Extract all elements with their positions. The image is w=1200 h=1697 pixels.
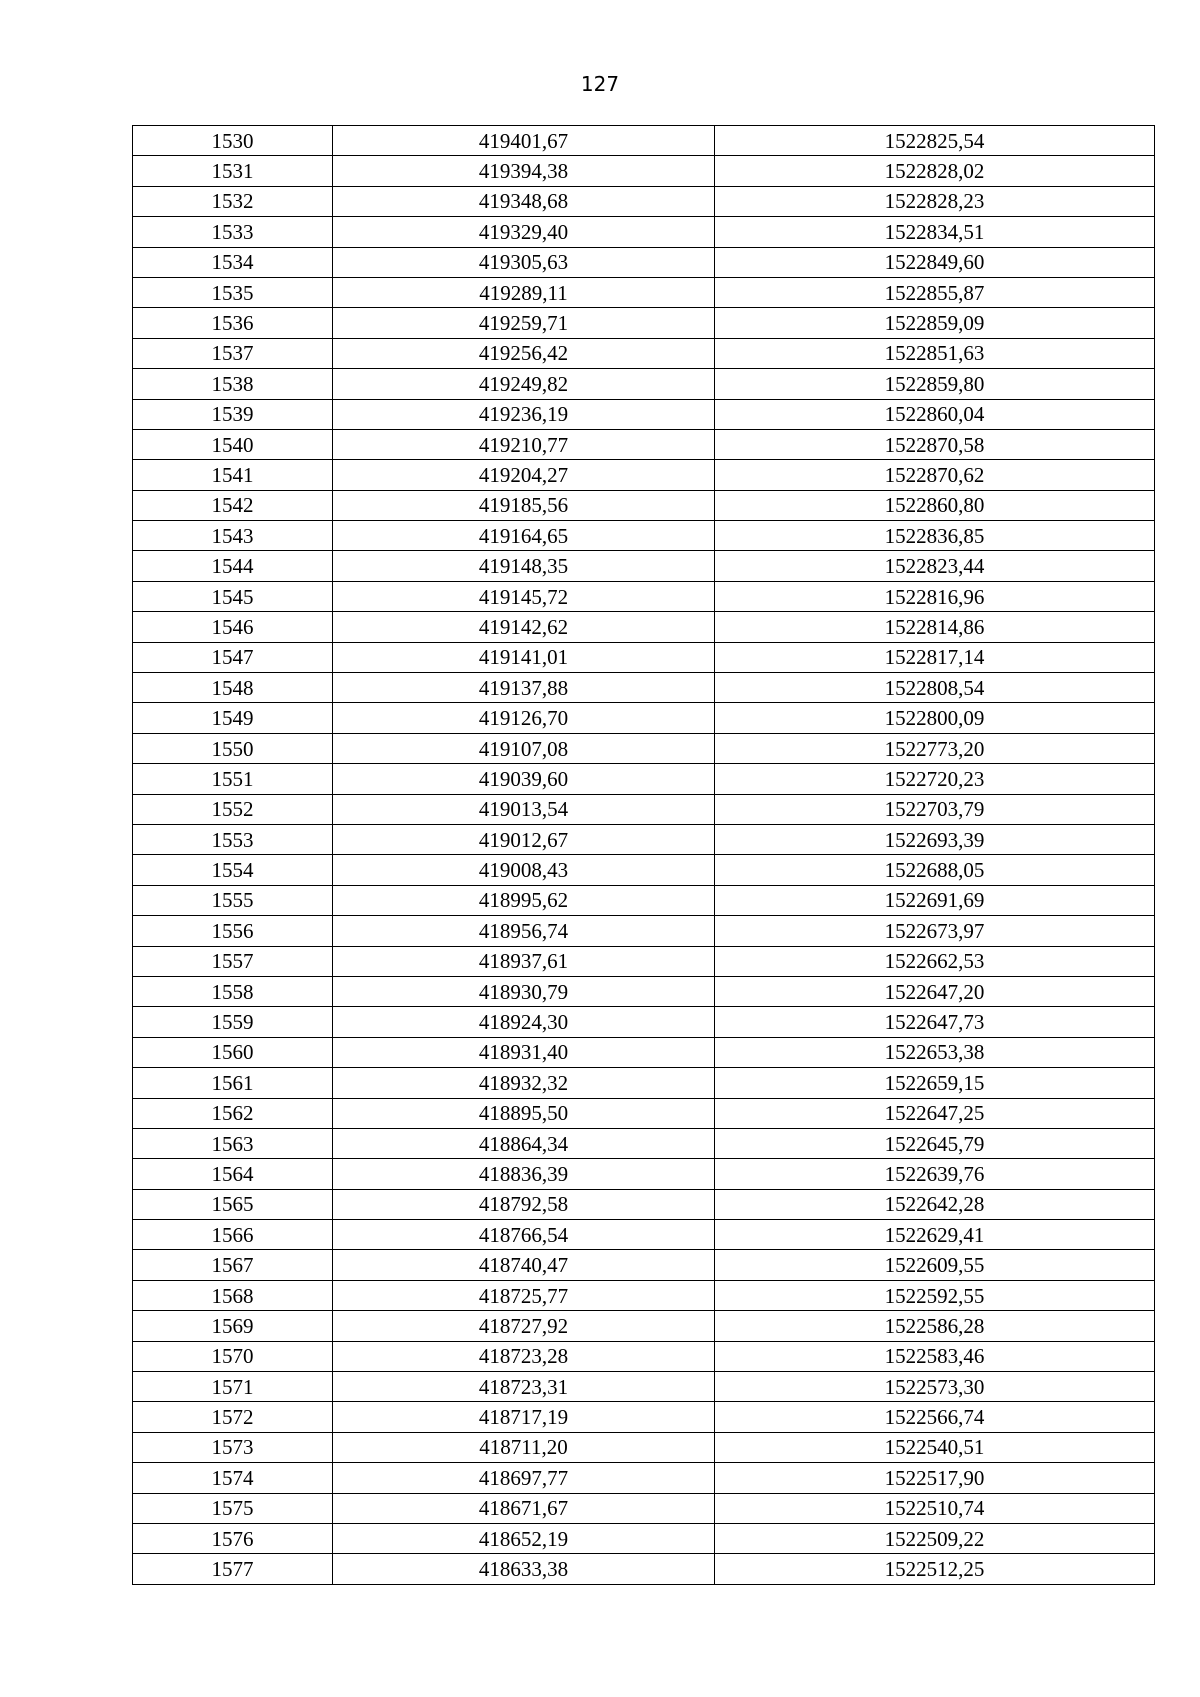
point-number-cell: 1575 bbox=[133, 1493, 333, 1523]
y-coordinate-cell: 1522510,74 bbox=[715, 1493, 1155, 1523]
point-number-cell: 1531 bbox=[133, 156, 333, 186]
table-row bbox=[133, 217, 1155, 247]
point-number-cell: 1570 bbox=[133, 1341, 333, 1371]
y-coordinate-cell: 1522851,63 bbox=[715, 338, 1155, 368]
table-row bbox=[133, 1311, 1155, 1341]
y-coordinate-cell: 1522693,39 bbox=[715, 824, 1155, 854]
y-coordinate-cell: 1522659,15 bbox=[715, 1068, 1155, 1098]
point-number-cell: 1549 bbox=[133, 703, 333, 733]
y-coordinate-cell: 1522647,25 bbox=[715, 1098, 1155, 1128]
y-coordinate-cell: 1522828,02 bbox=[715, 156, 1155, 186]
y-coordinate-cell: 1522653,38 bbox=[715, 1037, 1155, 1067]
table-row bbox=[133, 490, 1155, 520]
x-coordinate-cell: 419148,35 bbox=[333, 551, 715, 581]
page-number: 127 bbox=[580, 72, 620, 96]
x-coordinate-cell: 419164,65 bbox=[333, 521, 715, 551]
y-coordinate-cell: 1522645,79 bbox=[715, 1128, 1155, 1158]
point-number-cell: 1543 bbox=[133, 521, 333, 551]
y-coordinate-cell: 1522586,28 bbox=[715, 1311, 1155, 1341]
x-coordinate-cell: 418956,74 bbox=[333, 916, 715, 946]
y-coordinate-cell: 1522573,30 bbox=[715, 1372, 1155, 1402]
x-coordinate-cell: 419126,70 bbox=[333, 703, 715, 733]
table-row bbox=[133, 733, 1155, 763]
y-coordinate-cell: 1522859,80 bbox=[715, 369, 1155, 399]
table-row bbox=[133, 156, 1155, 186]
point-number-cell: 1534 bbox=[133, 247, 333, 277]
y-coordinate-cell: 1522720,23 bbox=[715, 764, 1155, 794]
point-number-cell: 1561 bbox=[133, 1068, 333, 1098]
x-coordinate-cell: 418652,19 bbox=[333, 1523, 715, 1553]
y-coordinate-cell: 1522870,62 bbox=[715, 460, 1155, 490]
table-row bbox=[133, 1220, 1155, 1250]
point-number-cell: 1541 bbox=[133, 460, 333, 490]
point-number-cell: 1560 bbox=[133, 1037, 333, 1067]
table-row bbox=[133, 1493, 1155, 1523]
point-number-cell: 1558 bbox=[133, 976, 333, 1006]
y-coordinate-cell: 1522836,85 bbox=[715, 521, 1155, 551]
table-row bbox=[133, 673, 1155, 703]
table-row bbox=[133, 126, 1155, 156]
point-number-cell: 1556 bbox=[133, 916, 333, 946]
table-row bbox=[133, 277, 1155, 307]
table-row bbox=[133, 1372, 1155, 1402]
x-coordinate-cell: 419348,68 bbox=[333, 186, 715, 216]
table-row bbox=[133, 186, 1155, 216]
y-coordinate-cell: 1522808,54 bbox=[715, 673, 1155, 703]
y-coordinate-cell: 1522691,69 bbox=[715, 885, 1155, 915]
point-number-cell: 1572 bbox=[133, 1402, 333, 1432]
x-coordinate-cell: 418671,67 bbox=[333, 1493, 715, 1523]
point-number-cell: 1545 bbox=[133, 581, 333, 611]
point-number-cell: 1567 bbox=[133, 1250, 333, 1280]
table-row bbox=[133, 1341, 1155, 1371]
x-coordinate-cell: 419137,88 bbox=[333, 673, 715, 703]
table-row bbox=[133, 612, 1155, 642]
y-coordinate-cell: 1522673,97 bbox=[715, 916, 1155, 946]
x-coordinate-cell: 418924,30 bbox=[333, 1007, 715, 1037]
point-number-cell: 1573 bbox=[133, 1432, 333, 1462]
y-coordinate-cell: 1522512,25 bbox=[715, 1554, 1155, 1584]
point-number-cell: 1533 bbox=[133, 217, 333, 247]
y-coordinate-cell: 1522860,04 bbox=[715, 399, 1155, 429]
x-coordinate-cell: 419142,62 bbox=[333, 612, 715, 642]
y-coordinate-cell: 1522870,58 bbox=[715, 429, 1155, 459]
table-row bbox=[133, 946, 1155, 976]
y-coordinate-cell: 1522860,80 bbox=[715, 490, 1155, 520]
x-coordinate-cell: 419236,19 bbox=[333, 399, 715, 429]
x-coordinate-cell: 419039,60 bbox=[333, 764, 715, 794]
x-coordinate-cell: 418836,39 bbox=[333, 1159, 715, 1189]
x-coordinate-cell: 419289,11 bbox=[333, 277, 715, 307]
point-number-cell: 1554 bbox=[133, 855, 333, 885]
y-coordinate-cell: 1522855,87 bbox=[715, 277, 1155, 307]
point-number-cell: 1538 bbox=[133, 369, 333, 399]
x-coordinate-cell: 419185,56 bbox=[333, 490, 715, 520]
y-coordinate-cell: 1522814,86 bbox=[715, 612, 1155, 642]
table-row bbox=[133, 1189, 1155, 1219]
point-number-cell: 1551 bbox=[133, 764, 333, 794]
y-coordinate-cell: 1522592,55 bbox=[715, 1280, 1155, 1310]
point-number-cell: 1553 bbox=[133, 824, 333, 854]
table-row bbox=[133, 855, 1155, 885]
point-number-cell: 1555 bbox=[133, 885, 333, 915]
point-number-cell: 1546 bbox=[133, 612, 333, 642]
point-number-cell: 1542 bbox=[133, 490, 333, 520]
y-coordinate-cell: 1522509,22 bbox=[715, 1523, 1155, 1553]
table-row bbox=[133, 1068, 1155, 1098]
table-row bbox=[133, 794, 1155, 824]
point-number-cell: 1562 bbox=[133, 1098, 333, 1128]
x-coordinate-cell: 419394,38 bbox=[333, 156, 715, 186]
table-row bbox=[133, 429, 1155, 459]
y-coordinate-cell: 1522540,51 bbox=[715, 1432, 1155, 1462]
point-number-cell: 1568 bbox=[133, 1280, 333, 1310]
table-row bbox=[133, 1432, 1155, 1462]
point-number-cell: 1540 bbox=[133, 429, 333, 459]
point-number-cell: 1530 bbox=[133, 126, 333, 156]
x-coordinate-cell: 418932,32 bbox=[333, 1068, 715, 1098]
table-row bbox=[133, 1463, 1155, 1493]
point-number-cell: 1544 bbox=[133, 551, 333, 581]
x-coordinate-cell: 419145,72 bbox=[333, 581, 715, 611]
x-coordinate-cell: 419107,08 bbox=[333, 733, 715, 763]
table-row bbox=[133, 1402, 1155, 1432]
table-row bbox=[133, 1250, 1155, 1280]
table-row bbox=[133, 824, 1155, 854]
y-coordinate-cell: 1522703,79 bbox=[715, 794, 1155, 824]
x-coordinate-cell: 418633,38 bbox=[333, 1554, 715, 1584]
point-number-cell: 1563 bbox=[133, 1128, 333, 1158]
x-coordinate-cell: 418740,47 bbox=[333, 1250, 715, 1280]
x-coordinate-cell: 418711,20 bbox=[333, 1432, 715, 1462]
x-coordinate-cell: 419249,82 bbox=[333, 369, 715, 399]
y-coordinate-cell: 1522800,09 bbox=[715, 703, 1155, 733]
table-row bbox=[133, 247, 1155, 277]
y-coordinate-cell: 1522816,96 bbox=[715, 581, 1155, 611]
point-number-cell: 1532 bbox=[133, 186, 333, 216]
point-number-cell: 1565 bbox=[133, 1189, 333, 1219]
point-number-cell: 1577 bbox=[133, 1554, 333, 1584]
table-row bbox=[133, 581, 1155, 611]
table-row bbox=[133, 1159, 1155, 1189]
point-number-cell: 1574 bbox=[133, 1463, 333, 1493]
x-coordinate-cell: 419008,43 bbox=[333, 855, 715, 885]
x-coordinate-cell: 418895,50 bbox=[333, 1098, 715, 1128]
point-number-cell: 1537 bbox=[133, 338, 333, 368]
coordinates-table bbox=[132, 125, 1155, 1585]
table-row bbox=[133, 976, 1155, 1006]
x-coordinate-cell: 419401,67 bbox=[333, 126, 715, 156]
x-coordinate-cell: 418995,62 bbox=[333, 885, 715, 915]
table-row bbox=[133, 1098, 1155, 1128]
table-row bbox=[133, 1280, 1155, 1310]
point-number-cell: 1548 bbox=[133, 673, 333, 703]
y-coordinate-cell: 1522647,20 bbox=[715, 976, 1155, 1006]
y-coordinate-cell: 1522639,76 bbox=[715, 1159, 1155, 1189]
y-coordinate-cell: 1522566,74 bbox=[715, 1402, 1155, 1432]
x-coordinate-cell: 418931,40 bbox=[333, 1037, 715, 1067]
point-number-cell: 1535 bbox=[133, 277, 333, 307]
table-row bbox=[133, 1554, 1155, 1584]
table-row bbox=[133, 1037, 1155, 1067]
x-coordinate-cell: 419013,54 bbox=[333, 794, 715, 824]
x-coordinate-cell: 418792,58 bbox=[333, 1189, 715, 1219]
point-number-cell: 1550 bbox=[133, 733, 333, 763]
table-row bbox=[133, 399, 1155, 429]
y-coordinate-cell: 1522859,09 bbox=[715, 308, 1155, 338]
point-number-cell: 1564 bbox=[133, 1159, 333, 1189]
table-row bbox=[133, 642, 1155, 672]
x-coordinate-cell: 418937,61 bbox=[333, 946, 715, 976]
x-coordinate-cell: 418727,92 bbox=[333, 1311, 715, 1341]
y-coordinate-cell: 1522647,73 bbox=[715, 1007, 1155, 1037]
table-row bbox=[133, 369, 1155, 399]
point-number-cell: 1569 bbox=[133, 1311, 333, 1341]
x-coordinate-cell: 419141,01 bbox=[333, 642, 715, 672]
x-coordinate-cell: 418930,79 bbox=[333, 976, 715, 1006]
table-row bbox=[133, 551, 1155, 581]
x-coordinate-cell: 419210,77 bbox=[333, 429, 715, 459]
y-coordinate-cell: 1522517,90 bbox=[715, 1463, 1155, 1493]
table-row bbox=[133, 460, 1155, 490]
y-coordinate-cell: 1522629,41 bbox=[715, 1220, 1155, 1250]
table-row bbox=[133, 703, 1155, 733]
y-coordinate-cell: 1522609,55 bbox=[715, 1250, 1155, 1280]
point-number-cell: 1559 bbox=[133, 1007, 333, 1037]
point-number-cell: 1547 bbox=[133, 642, 333, 672]
x-coordinate-cell: 419012,67 bbox=[333, 824, 715, 854]
x-coordinate-cell: 419256,42 bbox=[333, 338, 715, 368]
y-coordinate-cell: 1522828,23 bbox=[715, 186, 1155, 216]
y-coordinate-cell: 1522662,53 bbox=[715, 946, 1155, 976]
y-coordinate-cell: 1522834,51 bbox=[715, 217, 1155, 247]
point-number-cell: 1552 bbox=[133, 794, 333, 824]
table-row bbox=[133, 338, 1155, 368]
point-number-cell: 1571 bbox=[133, 1372, 333, 1402]
coordinates-table-body bbox=[133, 126, 1155, 1585]
table-row bbox=[133, 1523, 1155, 1553]
point-number-cell: 1536 bbox=[133, 308, 333, 338]
x-coordinate-cell: 418697,77 bbox=[333, 1463, 715, 1493]
x-coordinate-cell: 419259,71 bbox=[333, 308, 715, 338]
x-coordinate-cell: 419305,63 bbox=[333, 247, 715, 277]
table-row bbox=[133, 885, 1155, 915]
x-coordinate-cell: 419204,27 bbox=[333, 460, 715, 490]
table-row bbox=[133, 521, 1155, 551]
y-coordinate-cell: 1522817,14 bbox=[715, 642, 1155, 672]
point-number-cell: 1576 bbox=[133, 1523, 333, 1553]
y-coordinate-cell: 1522773,20 bbox=[715, 733, 1155, 763]
y-coordinate-cell: 1522642,28 bbox=[715, 1189, 1155, 1219]
y-coordinate-cell: 1522825,54 bbox=[715, 126, 1155, 156]
x-coordinate-cell: 418717,19 bbox=[333, 1402, 715, 1432]
x-coordinate-cell: 419329,40 bbox=[333, 217, 715, 247]
x-coordinate-cell: 418766,54 bbox=[333, 1220, 715, 1250]
point-number-cell: 1539 bbox=[133, 399, 333, 429]
table-row bbox=[133, 916, 1155, 946]
point-number-cell: 1557 bbox=[133, 946, 333, 976]
y-coordinate-cell: 1522688,05 bbox=[715, 855, 1155, 885]
x-coordinate-cell: 418723,28 bbox=[333, 1341, 715, 1371]
table-row bbox=[133, 308, 1155, 338]
y-coordinate-cell: 1522823,44 bbox=[715, 551, 1155, 581]
y-coordinate-cell: 1522849,60 bbox=[715, 247, 1155, 277]
x-coordinate-cell: 418725,77 bbox=[333, 1280, 715, 1310]
table-row bbox=[133, 1128, 1155, 1158]
x-coordinate-cell: 418864,34 bbox=[333, 1128, 715, 1158]
y-coordinate-cell: 1522583,46 bbox=[715, 1341, 1155, 1371]
point-number-cell: 1566 bbox=[133, 1220, 333, 1250]
table-row bbox=[133, 764, 1155, 794]
x-coordinate-cell: 418723,31 bbox=[333, 1372, 715, 1402]
table-row bbox=[133, 1007, 1155, 1037]
